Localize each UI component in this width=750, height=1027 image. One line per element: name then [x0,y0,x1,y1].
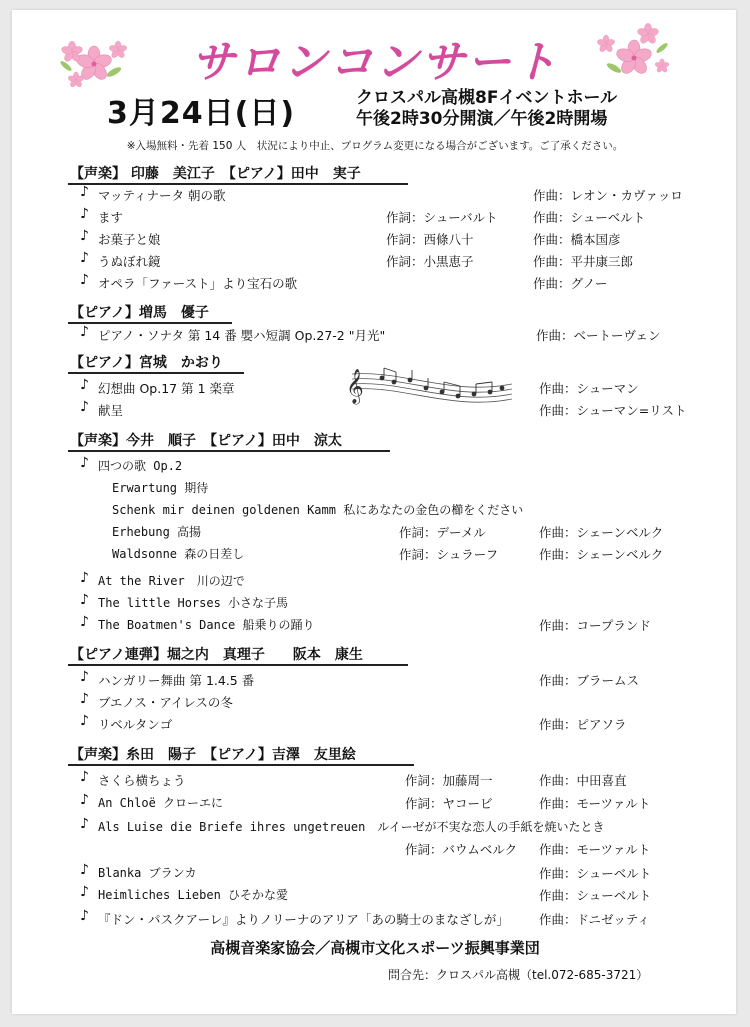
section-underline [68,450,390,452]
composer: 作曲：レオン・カヴァッロ [533,188,683,203]
music-note-icon: ♪ [80,324,89,340]
piece-title: マッティナータ 朝の歌 [98,188,226,203]
piece-title: うぬぼれ鏡 [98,254,161,269]
composer: 作曲：ベートーヴェン [536,328,661,343]
music-staff-icon [342,366,518,410]
piece-title: ます [98,210,124,225]
piece-title: お菓子と娘 [98,232,161,247]
piece-title: The Boatmen's Dance 船乗りの踊り [98,618,315,632]
composer: 作曲：モーツァルト [539,796,651,811]
piece-title: リベルタンゴ [98,717,173,732]
music-note-icon: ♪ [80,769,89,785]
section-underline [68,764,414,766]
section-header: 【ピアノ】宮城 かおり [70,355,223,371]
section-header: 【声楽】今井 順子 【ピアノ】田中 涼太 [70,433,342,449]
music-note-icon: ♪ [80,816,89,832]
composer: 作曲：平井康三郎 [533,254,634,269]
composer: 作曲：シェーンベルク [539,547,664,562]
lyricist: 作詞：西條八十 [386,232,474,247]
music-note-icon: ♪ [80,614,89,630]
music-note-icon: ♪ [80,228,89,244]
music-note-icon: ♪ [80,691,89,707]
lyricist: 作詞：ヤコービ [405,796,493,811]
composer: 作曲：シューマン=リスト [539,403,687,418]
piece-title: さくら横ちょう [98,773,186,788]
composer: 作曲：シェーンベルク [539,525,664,540]
piece-title: ハンガリー舞曲 第 1.4.5 番 [98,673,255,688]
piece-title: Erwartung 期待 [112,481,209,495]
composer: 作曲：中田喜直 [539,773,627,788]
svg-text:𝄞: 𝄞 [346,369,364,404]
section-header: 【ピアノ連弾】堀之内 真理子 阪本 康生 [70,647,363,663]
lyricist: 作詞：シュラーフ [399,547,499,562]
piece-title: Waldsonne 森の日差し [112,547,245,561]
lyricist: 作詞：小黒恵子 [386,254,474,269]
piece-title: Als Luise die Briefe ihres ungetreuen ルイーゼが不実な恋人の手紙を焼いたとき [98,820,605,834]
piece-title: 『ドン・パスクアーレ』よりノリーナのアリア「あの騎士のまなざしが」 [98,912,509,927]
lyricist: 作詞：バウムベルク [405,842,518,857]
music-note-icon: ♪ [80,250,89,266]
music-note-icon: ♪ [80,399,89,415]
lyricist: 作詞：デーメル [399,525,486,540]
composer: 作曲：ピアソラ [539,717,627,732]
piece-title: 献呈 [98,403,124,418]
music-note-icon: ♪ [80,455,89,471]
piece-title: Blanka ブランカ [98,866,197,880]
composer: 作曲：シューベルト [539,866,652,881]
section-underline [68,664,408,666]
section-header: 【声楽】糸田 陽子 【ピアノ】吉澤 友里絵 [70,747,356,763]
venue-line: クロスパル高槻8Fイベントホール [356,88,618,108]
composer: 作曲：シューベルト [539,888,652,903]
composer: 作曲：橋本国彦 [533,232,621,247]
music-note-icon: ♪ [80,862,89,878]
venue-info [356,88,617,130]
composer: 作曲：モーツァルト [539,842,651,857]
music-note-icon: ♪ [80,669,89,685]
piece-title: ブエノス・アイレスの冬 [98,695,233,710]
organizer-footer: 高槻音楽家協会／高槻市文化スポーツ振興事業団 [210,939,540,957]
piece-title: 幻想曲 Op.17 第 1 楽章 [98,381,235,396]
piece-title: An Chloë クローエに [98,796,224,810]
time-line: 午後2時30分開演／午後2時開場 [356,109,608,129]
piece-title: オペラ「ファースト」より宝石の歌 [98,276,298,291]
music-note-icon: ♪ [80,206,89,222]
composer: 作曲：グノー [533,276,608,291]
music-note-icon: ♪ [80,184,89,200]
section-underline [68,322,232,324]
contact-info: 問合先：クロスパル高槻（tel.072-685-3721） [388,968,649,982]
section-header: 【声楽】 印藤 美江子 【ピアノ】田中 実子 [70,166,361,182]
composer: 作曲：シューベルト [533,210,646,225]
music-note-icon: ♪ [80,272,89,288]
piece-title: ピアノ・ソナタ 第 14 番 嬰ハ短調 Op.27-2 "月光" [98,328,386,343]
composer: 作曲：シューマン [539,381,639,396]
composer: 作曲：ドニゼッティ [539,912,650,927]
lyricist: 作詞：シューバルト [386,210,498,225]
composer: 作曲：ブラームス [539,673,640,688]
section-header: 【ピアノ】増馬 優子 [70,305,209,321]
piece-title: At the River 川の辺で [98,574,245,588]
music-note-icon: ♪ [80,713,89,729]
piece-title: The little Horses 小さな子馬 [98,596,289,610]
piece-title: Schenk mir deinen goldenen Kamm 私にあなたの金色の櫛をください [112,503,524,517]
composer: 作曲：コープランド [539,618,651,633]
music-note-icon: ♪ [80,377,89,393]
music-note-icon: ♪ [80,592,89,608]
section-underline [68,372,244,374]
notice-text: ※入場無料・先着 150 人 状況により中止、プログラム変更になる場合がございます。ご了承ください。 [126,140,624,152]
piece-title: Erhebung 高揚 [112,525,202,539]
music-note-icon: ♪ [80,792,89,808]
piece-title: 四つの歌 Op.2 [98,459,183,473]
lyricist: 作詞：加藤周一 [405,773,493,788]
page-title: サロンコンサート [191,37,559,88]
section-underline [68,183,408,185]
event-date: 3月24日(日) [107,96,296,131]
music-note-icon: ♪ [80,908,89,924]
piece-title: Heimliches Lieben ひそかな愛 [98,888,289,902]
music-note-icon: ♪ [80,884,89,900]
music-note-icon: ♪ [80,570,89,586]
